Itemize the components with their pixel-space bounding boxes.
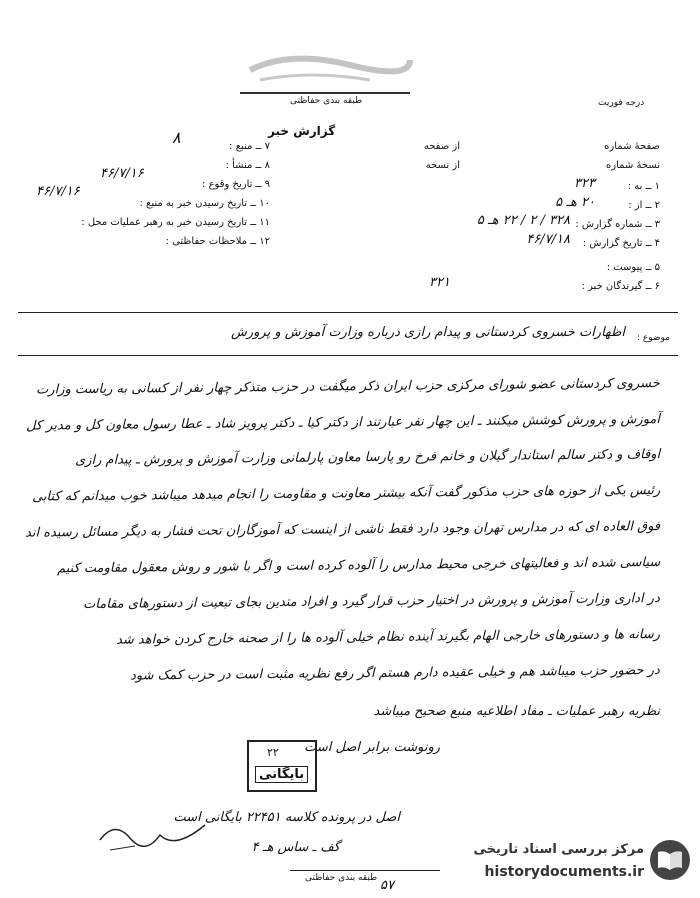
field-receive-date-value: ۴۶/۷/۱۶ xyxy=(36,184,80,199)
from-label: ۲ ــ از : xyxy=(628,200,660,211)
to-label: ۱ ــ به : xyxy=(627,181,660,192)
subject-label: موضوع : xyxy=(636,333,670,343)
body-line: سیاسی شده اند و فعالیتهای خرجی محیط مدارس را آلوده کرده است و اگر با شور و روش معقول مقاومت کنیم xyxy=(56,555,661,577)
archive-stamp xyxy=(247,740,317,792)
body-line: آموزش و پرورش کوشش میکنند ـ این چهار نفر عبارتند از دکتر کیا ـ دکتر پرویز شاد ـ عطا رسول معاون کل و مدیر کل xyxy=(26,412,661,434)
stamp-number: ۲۲ xyxy=(267,746,279,759)
evaluation-line-1: نظریه رهبر عملیات ـ مفاد اطلاعیه منبع صحیح میباشد xyxy=(373,704,660,719)
field-event-date-value: ۴۶/۷/۱۶ xyxy=(100,166,144,181)
watermark-name: مرکز بررسی اسناد تاریخی xyxy=(473,842,644,857)
evaluation-line-3: اصل در پرونده کلاسه ۲۲۴۵۱ بایگانی است xyxy=(173,810,400,825)
field-receive-date-label: ۱۰ ــ تاریخ رسیدن خبر به منبع : xyxy=(139,198,270,209)
evaluation-line-4: گف ـ ساس هـ ۴ xyxy=(251,840,340,855)
field-source-label: ۷ ــ منبع : xyxy=(229,141,270,152)
header-divider xyxy=(18,312,678,313)
attachment-label: ۵ ــ پیوست : xyxy=(606,262,660,273)
from-value: ۲۰ هـ ۵ xyxy=(555,195,595,210)
evaluation-line-2: رونوشت برابر اصل است xyxy=(304,740,440,755)
body-line: خسروی کردستانی عضو شورای مرکزی حزب ایران ذکر میگفت در حزب متذکر چهار نفر از کسانی به ریاست وزارت xyxy=(36,376,661,398)
top-smudge xyxy=(230,40,420,100)
field-security-notes-label: ۱۲ ــ ملاحظات حفاظتی : xyxy=(165,236,270,247)
page-number-extra: از صفحه xyxy=(423,141,460,152)
classification-label-top: طبقه بندی حفاظتی xyxy=(290,96,363,106)
body-line: رسانه ها و دستورهای خارجی الهام بگیرند آینده نظام خیلی آلوده ها را از صحنه خارج کردن خواهد شد xyxy=(115,627,661,648)
subject-text: اظهارات خسروی کردستانی و پیدام رازی درباره وزارت آموزش و پرورش xyxy=(231,325,625,340)
copy-number-label: نسخهٔ شماره xyxy=(606,160,660,171)
book-logo-icon xyxy=(648,838,692,882)
body-line: رئیس یکی از حوزه های حزب مذکور گفت آنکه بیشتر معاونت و مقاومت را انجام میدهد میباشد خوب میدانم که کتابی xyxy=(31,483,661,505)
report-title: گزارش خبر xyxy=(268,124,336,138)
report-number-label: ۳ ــ شماره گزارش : xyxy=(575,219,660,230)
body-line: فوق العاده ای که در مدارس تهران وجود دارد فقط ناشی از اینست که آموزگاران تحت فشار به دیگر مسائل رسیده اند xyxy=(24,519,661,541)
to-value: ۳۲۳ xyxy=(574,176,595,191)
report-number-value: ۳۲۸ / ۲ / ۲۲ هـ ۵ xyxy=(476,213,570,228)
classification-label-bottom: طبقه بندی حفاظتی xyxy=(305,873,378,883)
stamp-text: بایگانی xyxy=(255,766,308,783)
field-event-date-label: ۹ ــ تاریخ وقوع : xyxy=(202,179,270,190)
recipients-value: ۳۲۱ xyxy=(429,275,450,290)
field-source-value: ۸ xyxy=(172,128,181,147)
report-date-value: ۴۶/۷/۱۸ xyxy=(526,232,570,247)
watermark-url: historydocuments.ir xyxy=(484,864,644,880)
body-line: در حضور حزب میباشد هم و خیلی عقیده دارم هستم اگر رفع نظریه مثبت است در حزب کمک شود xyxy=(130,663,661,684)
recipients-label: ۶ ــ گیرندگان خبر : xyxy=(581,281,660,292)
priority-label: درجه فوریت xyxy=(598,98,645,108)
field-leader-date-label: ۱۱ ــ تاریخ رسیدن خبر به رهبر عملیات محل : xyxy=(81,217,270,228)
copy-number-extra: از نسخه xyxy=(425,160,460,171)
report-date-label: ۴ ــ تاریخ گزارش : xyxy=(582,238,660,249)
page-number-label: صفحهٔ شماره xyxy=(604,141,660,152)
watermark xyxy=(462,830,696,894)
bottom-number: ۵۷ xyxy=(380,878,394,893)
body-line: در اداری وزارت آموزش و پرورش در اختیار حزب قرار گیرد و افراد متدین بجای تبعیت از دستورهای مقامات xyxy=(83,591,661,613)
subject-divider xyxy=(18,355,678,356)
footer-rule xyxy=(290,870,440,871)
body-line: اوقاف و دکتر سالم استاندار گیلان و خانم فرخ رو پارسا معاون پارلمانی وزارت آموزش و پرورش ـ پیدام رازی xyxy=(74,447,661,469)
field-origin-label: ۸ ــ منشأ : xyxy=(225,160,270,171)
signature-mark xyxy=(95,810,215,860)
